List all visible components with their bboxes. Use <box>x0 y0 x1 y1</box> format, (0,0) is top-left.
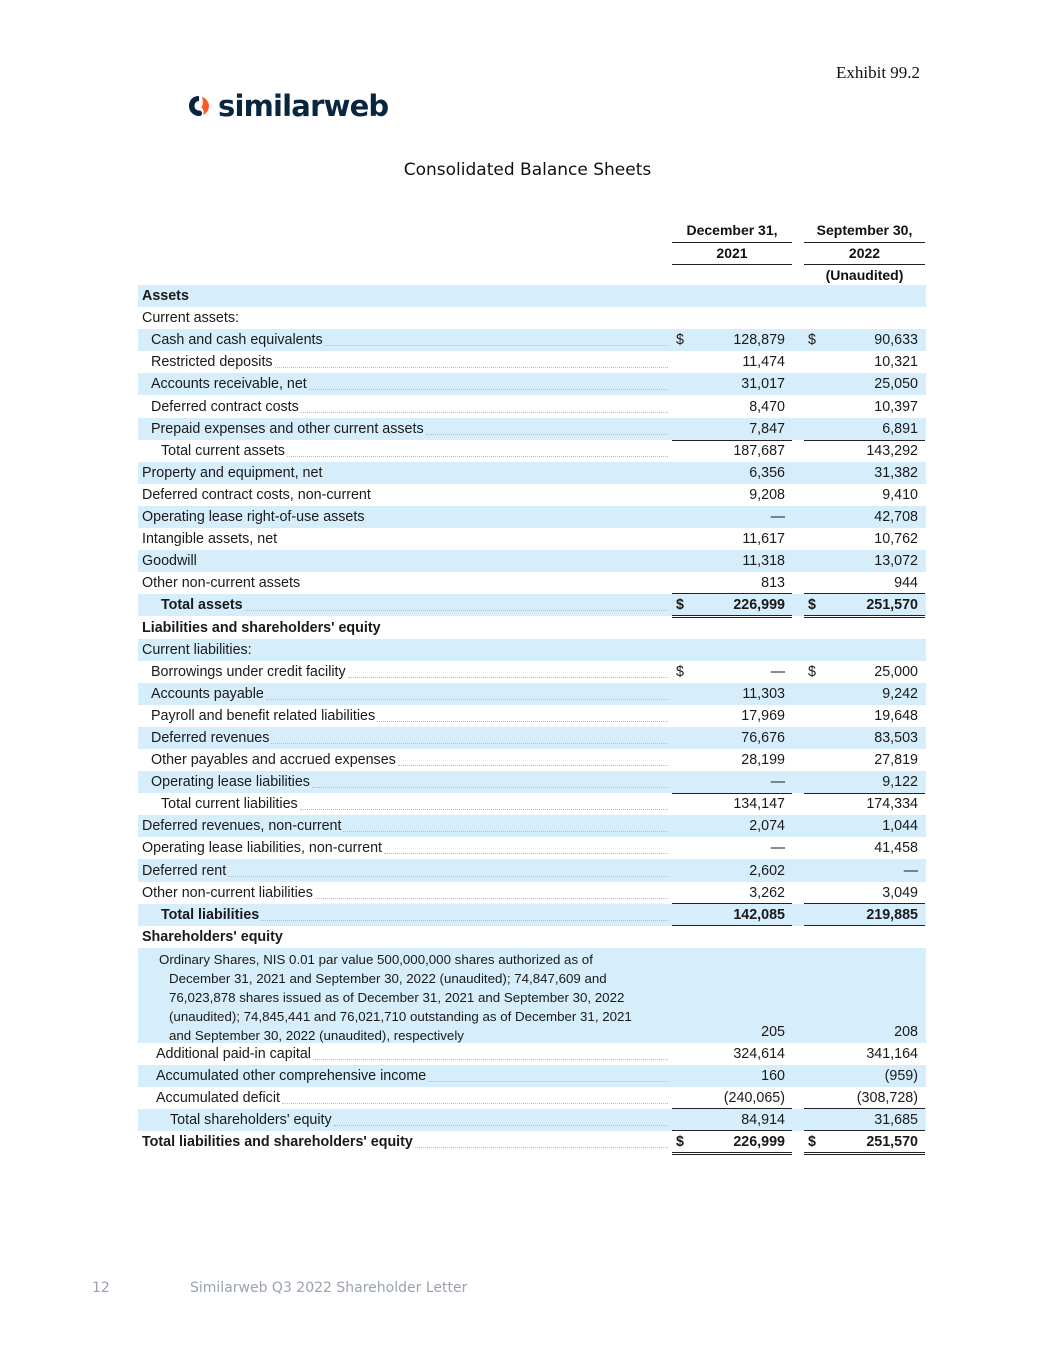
row-label: Operating lease liabilities, non-current <box>142 840 382 857</box>
table-row <box>138 351 926 373</box>
table-row <box>138 506 926 528</box>
dot-leader <box>398 749 668 766</box>
dot-leader <box>334 1109 668 1126</box>
dot-leader <box>301 396 668 413</box>
table-row <box>138 528 926 550</box>
row-label: Restricted deposits <box>151 354 273 371</box>
value-sep-2022: 42,708 <box>874 509 918 526</box>
double-underline-rule <box>804 1152 925 1155</box>
value-dec-2021: 31,017 <box>741 376 785 393</box>
value-dec-2021: 142,085 <box>733 906 785 923</box>
row-label: Deferred revenues <box>151 729 270 746</box>
value-dec-2021: 2,074 <box>749 818 785 835</box>
dot-leader <box>266 683 668 700</box>
value-sep-2022: 27,819 <box>874 752 918 769</box>
column-header-line1: September 30, <box>804 221 925 243</box>
table-row <box>138 771 926 793</box>
dot-leader <box>312 771 668 788</box>
table-row <box>138 1087 926 1109</box>
similarweb-swirl-icon <box>186 93 212 119</box>
dot-leader <box>271 727 668 744</box>
row-label-line: Ordinary Shares, NIS 0.01 par value 500,000,000 shares authorized as of <box>159 951 593 967</box>
currency-symbol: $ <box>808 597 816 614</box>
dot-leader <box>282 1087 668 1104</box>
table-row <box>138 307 926 329</box>
brand-logo <box>186 86 388 126</box>
table-row <box>138 859 926 881</box>
table-row <box>138 418 926 440</box>
row-label: Additional paid-in capital <box>156 1045 311 1062</box>
table-row <box>138 329 926 351</box>
value-sep-2022: 10,397 <box>874 398 918 415</box>
table-row <box>138 815 926 837</box>
dot-leader <box>261 904 668 921</box>
value-dec-2021: 11,318 <box>742 553 785 570</box>
dot-leader <box>313 1043 668 1060</box>
table-row <box>138 661 926 683</box>
currency-symbol: $ <box>676 332 684 349</box>
table-row <box>138 683 926 705</box>
currency-symbol: $ <box>676 1134 684 1151</box>
value-sep-2022: 90,633 <box>874 332 918 349</box>
table-row <box>138 484 926 506</box>
row-label: Property and equipment, net <box>142 464 323 481</box>
dot-leader <box>384 837 668 854</box>
table-row <box>138 904 926 926</box>
table-row <box>138 572 926 594</box>
table-row <box>138 727 926 749</box>
column-header-sep-2022 <box>804 221 925 287</box>
column-header-line2: 2022 <box>804 243 925 265</box>
row-label: Total current assets <box>161 442 285 459</box>
row-label: Cash and cash equivalents <box>151 332 323 349</box>
row-label: Accumulated deficit <box>156 1090 280 1107</box>
value-sep-2022: 251,570 <box>866 597 918 614</box>
row-label: Deferred contract costs <box>151 398 299 415</box>
row-label: Operating lease right-of-use assets <box>142 509 365 526</box>
row-label: Total liabilities and shareholders' equity <box>142 1134 413 1151</box>
value-dec-2021: 8,470 <box>749 398 785 415</box>
dot-leader <box>415 1131 668 1148</box>
row-label: Payroll and benefit related liabilities <box>151 707 376 724</box>
table-row <box>138 373 926 395</box>
table-row <box>138 1065 926 1087</box>
row-label: Borrowings under credit facility <box>151 663 346 680</box>
row-label: Other non-current liabilities <box>142 884 313 901</box>
table-row <box>138 1131 926 1153</box>
table-row <box>138 550 926 572</box>
currency-symbol: $ <box>808 1134 816 1151</box>
value-dec-2021: 11,474 <box>742 354 785 371</box>
currency-symbol: $ <box>808 332 816 349</box>
value-sep-2022: — <box>903 862 918 879</box>
dot-leader <box>377 705 668 722</box>
page-number: 12 <box>92 1280 110 1296</box>
value-sep-2022: (308,728) <box>856 1090 918 1107</box>
exhibit-label: Exhibit 99.2 <box>836 63 921 82</box>
value-sep-2022: (959) <box>884 1068 918 1084</box>
subtotal-rule <box>672 793 792 794</box>
value-dec-2021: 11,303 <box>742 685 785 702</box>
value-dec-2021: 2,602 <box>749 862 785 879</box>
value-sep-2022: 31,382 <box>874 464 918 481</box>
value-sep-2022: 41,458 <box>874 840 918 857</box>
value-dec-2021: — <box>770 509 785 526</box>
table-row <box>138 285 926 307</box>
table-row <box>138 639 926 661</box>
brand-name: similarweb <box>218 89 389 123</box>
value-dec-2021: 128,879 <box>733 332 785 349</box>
row-label: Deferred contract costs, non-current <box>142 486 371 503</box>
row-label: Accumulated other comprehensive income <box>156 1068 427 1084</box>
dot-leader <box>343 815 668 832</box>
value-sep-2022: 9,242 <box>882 685 918 702</box>
row-label: Accounts payable <box>151 685 264 702</box>
column-header-line1: December 31, <box>672 221 792 243</box>
table-row <box>138 837 926 859</box>
table-row <box>138 440 926 462</box>
table-row <box>138 882 926 904</box>
value-sep-2022: 25,050 <box>874 376 918 393</box>
value-sep-2022: 25,000 <box>874 663 918 680</box>
row-label-line: and September 30, 2022 (unaudited), respectively <box>169 1027 464 1043</box>
double-underline-rule <box>672 1152 792 1155</box>
footer-text: Similarweb Q3 2022 Shareholder Letter <box>190 1280 468 1296</box>
value-dec-2021: — <box>770 840 785 857</box>
value-dec-2021: 324,614 <box>733 1045 785 1062</box>
row-label-line: December 31, 2021 and September 30, 2022 (unaudited); 74,847,609 and <box>169 970 607 986</box>
dot-leader <box>325 329 668 346</box>
dot-leader <box>426 418 668 435</box>
row-label: Shareholders' equity <box>142 928 283 945</box>
subtotal-rule <box>804 440 925 441</box>
dot-leader <box>315 882 668 899</box>
table-row <box>138 793 926 815</box>
row-label: Accounts receivable, net <box>151 376 307 393</box>
table-row <box>138 594 926 616</box>
value-sep-2022: 31,685 <box>874 1112 918 1129</box>
column-header-dec-2021 <box>672 221 792 265</box>
row-label: Assets <box>142 288 189 305</box>
row-label: Total shareholders' equity <box>170 1112 332 1129</box>
value-dec-2021: 187,687 <box>733 442 785 459</box>
value-sep-2022: 251,570 <box>866 1134 918 1151</box>
row-label <box>159 950 669 1045</box>
value-sep-2022: 219,885 <box>866 906 918 923</box>
column-header-line2: 2021 <box>672 243 792 265</box>
currency-symbol: $ <box>676 597 684 614</box>
table-row <box>138 705 926 727</box>
table-row <box>138 1043 926 1065</box>
value-dec-2021: 160 <box>761 1068 785 1084</box>
currency-symbol: $ <box>808 663 816 680</box>
value-sep-2022: 9,122 <box>882 774 918 791</box>
table-row <box>138 948 926 1043</box>
value-sep-2022: 1,044 <box>882 818 918 835</box>
value-sep-2022: 341,164 <box>866 1045 918 1062</box>
value-dec-2021: 9,208 <box>749 486 785 503</box>
currency-symbol: $ <box>676 663 684 680</box>
table-row <box>138 462 926 484</box>
value-dec-2021: 3,262 <box>749 884 785 901</box>
value-dec-2021: 205 <box>761 1023 785 1040</box>
value-sep-2022: 208 <box>894 1023 918 1040</box>
subtotal-rule <box>672 440 792 441</box>
value-dec-2021: 813 <box>761 575 785 592</box>
row-label: Current liabilities: <box>142 641 252 658</box>
table-row <box>138 926 926 948</box>
table-row <box>138 749 926 771</box>
value-dec-2021: (240,065) <box>723 1090 785 1107</box>
value-sep-2022: 9,410 <box>882 486 918 503</box>
row-label: Other non-current assets <box>142 575 301 592</box>
row-label: Other payables and accrued expenses <box>151 752 396 769</box>
value-sep-2022: 6,891 <box>882 420 918 437</box>
value-dec-2021: 28,199 <box>741 752 785 769</box>
dot-leader <box>300 793 668 810</box>
value-dec-2021: 226,999 <box>733 1134 785 1151</box>
dot-leader <box>275 351 668 368</box>
dot-leader <box>287 440 668 457</box>
dot-leader <box>309 373 668 390</box>
value-dec-2021: 226,999 <box>733 597 785 614</box>
row-label: Total liabilities <box>161 906 260 923</box>
value-dec-2021: — <box>770 663 785 680</box>
row-label: Deferred revenues, non-current <box>142 818 342 835</box>
row-label: Total current liabilities <box>161 796 298 813</box>
row-label: Intangible assets, net <box>142 531 278 548</box>
row-label: Operating lease liabilities <box>151 774 310 791</box>
row-label: Total assets <box>161 597 243 614</box>
value-dec-2021: 17,969 <box>741 707 785 724</box>
row-label-line: (unaudited); 74,845,441 and 76,021,710 outstanding as of December 31, 2021 <box>169 1008 632 1024</box>
row-label: Prepaid expenses and other current assets <box>151 420 424 437</box>
page-title: Consolidated Balance Sheets <box>403 160 652 180</box>
value-sep-2022: 143,292 <box>866 442 918 459</box>
value-dec-2021: 6,356 <box>749 464 785 481</box>
row-label: Liabilities and shareholders' equity <box>142 619 381 636</box>
value-dec-2021: — <box>770 774 785 791</box>
value-sep-2022: 3,049 <box>882 884 918 901</box>
dot-leader <box>245 594 668 611</box>
table-row <box>138 1109 926 1131</box>
subtotal-rule <box>804 793 925 794</box>
value-sep-2022: 944 <box>894 575 918 592</box>
value-sep-2022: 19,648 <box>874 707 918 724</box>
value-dec-2021: 76,676 <box>741 729 785 746</box>
table-row <box>138 616 926 638</box>
dot-leader <box>428 1065 668 1082</box>
value-dec-2021: 134,147 <box>733 796 785 813</box>
value-dec-2021: 7,847 <box>749 420 785 437</box>
row-label: Deferred rent <box>142 862 227 879</box>
value-sep-2022: 13,072 <box>874 553 918 570</box>
row-label: Current assets: <box>142 310 239 327</box>
column-header-line3: (Unaudited) <box>804 265 925 287</box>
row-label: Goodwill <box>142 553 197 570</box>
value-sep-2022: 83,503 <box>874 729 918 746</box>
value-sep-2022: 174,334 <box>866 796 918 813</box>
row-label-line: 76,023,878 shares issued as of December 31, 2021 and September 30, 2022 <box>169 989 625 1005</box>
value-sep-2022: 10,321 <box>874 354 918 371</box>
dot-leader <box>228 860 668 877</box>
value-dec-2021: 84,914 <box>741 1112 785 1129</box>
dot-leader <box>348 661 668 678</box>
value-dec-2021: 11,617 <box>742 531 785 548</box>
balance-sheet-table <box>138 285 926 1153</box>
table-row <box>138 395 926 417</box>
value-sep-2022: 10,762 <box>874 531 918 548</box>
